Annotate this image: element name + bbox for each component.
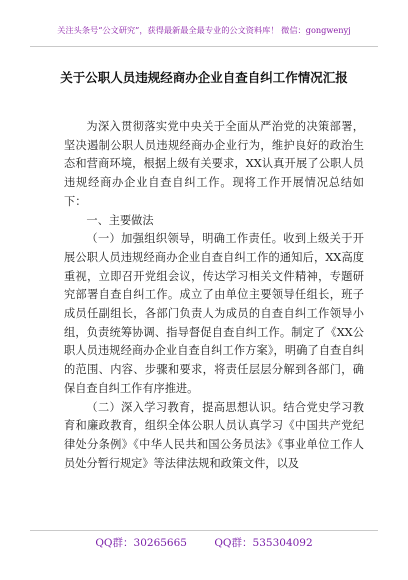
footer-qq-group-2: QQ群：535304092 xyxy=(214,537,313,549)
paragraph-education: （二）深入学习教育，提高思想认识。结合党史学习教育和廉政教育，组织全体公职人员认真学习《中国共产党纪律处分条例》《中华人民共和国公务员法》《事业单位工作人员处分暂行规定》等法律法规和政策文件，以及 xyxy=(64,400,364,470)
header-divider xyxy=(30,46,378,47)
document-body xyxy=(64,118,364,473)
document-title: 关于公职人员违规经商办企业自查自纠工作情况汇报 xyxy=(60,70,348,85)
footer-qq-group-1: QQ群：30265665 xyxy=(95,537,187,549)
section-heading-main-practices: 一、主要做法 xyxy=(86,213,154,227)
header-banner: 关注头条号“公文研究”，获得最新最全最专业的公文资料库！ 微信：gongwenyj xyxy=(57,25,351,35)
paragraph-organization: （一）加强组织领导，明确工作责任。收到上级关于开展公职人员违规经商办企业自查自纠工作的通知后，XX高度重视，立即召开党组会议，传达学习相关文件精神，专题研究部署自查自纠工作。成立了由单位主要领导任组长，班子成员任副组长，各部门负责人为成员的自查自纠工作领导小组，负责统筹协调、指导督促自查自纠工作。制定了《XX公职人员违规经商办企业自查自纠工作方案》，明确了自查自纠的范围、内容、步骤和要求，将责任层层分解到各部门，确保自查自纠工作有序推进。 xyxy=(64,232,364,395)
footer-divider xyxy=(30,530,378,531)
paragraph-intro: 为深入贯彻落实党中央关于全面从严治党的决策部署，坚决遏制公职人员违规经商办企业行为，维护良好的政治生态和营商环境，根据上级有关要求，XX认真开展了公职人员违规经商办企业自查自纠工作。现将工作开展情况总结如下： xyxy=(64,120,364,208)
footer xyxy=(0,535,408,550)
